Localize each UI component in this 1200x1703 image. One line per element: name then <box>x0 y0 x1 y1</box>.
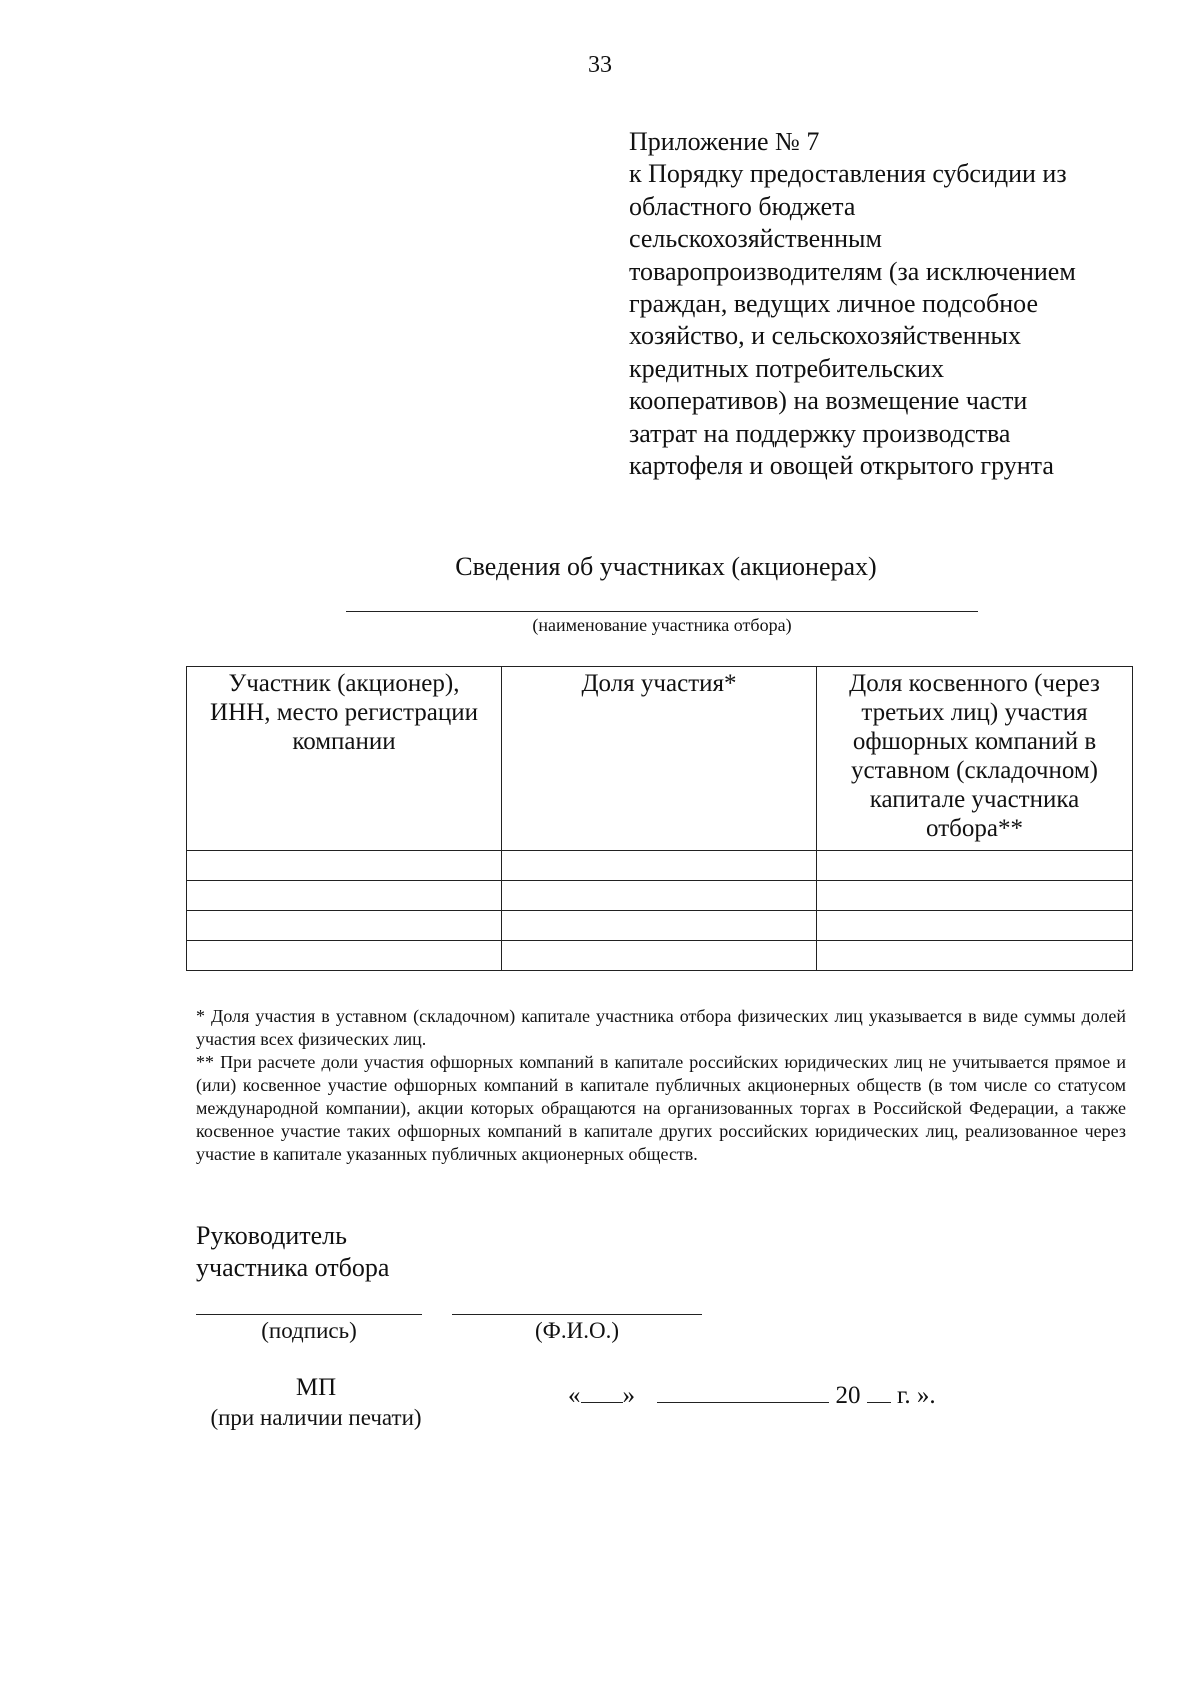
appendix-line: кредитных потребительских <box>629 353 944 383</box>
head-label-line2: участника отбора <box>196 1253 390 1282</box>
table-cell[interactable] <box>817 941 1133 971</box>
appendix-line: граждан, ведущих личное подсобное <box>629 289 1039 319</box>
year-prefix: 20 <box>835 1382 861 1409</box>
day-blank[interactable] <box>581 1378 623 1403</box>
table-cell[interactable] <box>187 851 502 881</box>
table-cell[interactable] <box>502 911 817 941</box>
participant-name-caption: (наименование участника отбора) <box>532 615 792 635</box>
participants-table <box>186 666 1133 971</box>
table-row <box>187 941 1133 971</box>
fio-caption: (Ф.И.О.) <box>535 1318 619 1343</box>
table-cell[interactable] <box>187 881 502 911</box>
table-cell[interactable] <box>817 881 1133 911</box>
month-blank[interactable] <box>657 1378 829 1403</box>
document-title: Сведения об участниках (акционерах) <box>455 552 877 581</box>
table-cell[interactable] <box>502 941 817 971</box>
appendix-line: сельскохозяйственным <box>629 224 882 254</box>
date-quote-open: « <box>568 1382 581 1409</box>
appendix-line: картофеля и овощей открытого грунта <box>629 451 1054 481</box>
signature-line[interactable] <box>196 1314 422 1315</box>
date-line <box>568 1378 936 1410</box>
head-label-line1: Руководитель <box>196 1221 347 1250</box>
appendix-line: товаропроизводителям (за исключением <box>629 256 1076 286</box>
signature-caption: (подпись) <box>261 1318 357 1343</box>
header-share <box>502 667 817 851</box>
table-cell[interactable] <box>187 911 502 941</box>
footnotes <box>196 1005 1126 1166</box>
header-share-text: Доля участия* <box>581 670 737 697</box>
appendix-line: кооперативов) на возмещение части <box>629 386 1028 416</box>
footnote-single-star: * Доля участия в уставном (складочном) капитале участника отбора физических лиц указывается в виде суммы долей участия всех физических лиц. <box>196 1006 1126 1049</box>
table-row <box>187 911 1133 941</box>
stamp-label: МП <box>295 1374 337 1401</box>
footnote-double-star: ** При расчете доли участия офшорных компаний в капитале российских юридических лиц не учитывается прямое и (или) косвенное участие офшорных компаний в капитале публичных акционерных обществ (в том числе со статусом международной компании), акции которых обращаются на организованных торгах в Российской Федерации, а также косвенное участие таких офшорных компаний в капитале других российских юридических лиц, реализованное через участие в капитале указанных публичных акционерных обществ. <box>196 1052 1126 1164</box>
page-number: 33 <box>588 52 612 78</box>
fio-line[interactable] <box>452 1314 702 1315</box>
header-participant <box>187 667 502 851</box>
header-offshore-share <box>817 667 1133 851</box>
table-cell[interactable] <box>817 851 1133 881</box>
appendix-line: областного бюджета <box>629 191 856 221</box>
appendix-heading <box>629 126 1149 482</box>
appendix-line: Приложение № 7 <box>629 127 820 156</box>
table-cell[interactable] <box>187 941 502 971</box>
appendix-line: к Порядку предоставления субсидии из <box>629 159 1067 189</box>
table-cell[interactable] <box>817 911 1133 941</box>
year-suffix: г. ». <box>897 1382 936 1409</box>
stamp-caption: (при наличии печати) <box>210 1405 422 1430</box>
table-row <box>187 851 1133 881</box>
header-offshore-share-text: Доля косвенного (через третьих лиц) участия офшорных компаний в уставном (складочном) капитале участника отбора** <box>849 670 1100 842</box>
head-label <box>196 1220 389 1284</box>
table-cell[interactable] <box>502 881 817 911</box>
header-participant-text: Участник (акционер), ИНН, место регистрации компании <box>210 670 478 755</box>
participant-name-line <box>346 611 978 612</box>
appendix-line: хозяйство, и сельскохозяйственных <box>629 321 1022 351</box>
table-header-row <box>187 667 1133 851</box>
date-quote-close: » <box>622 1382 635 1409</box>
table-cell[interactable] <box>502 851 817 881</box>
table-row <box>187 881 1133 911</box>
year-blank[interactable] <box>867 1378 891 1403</box>
appendix-line: затрат на поддержку производства <box>629 418 1011 448</box>
